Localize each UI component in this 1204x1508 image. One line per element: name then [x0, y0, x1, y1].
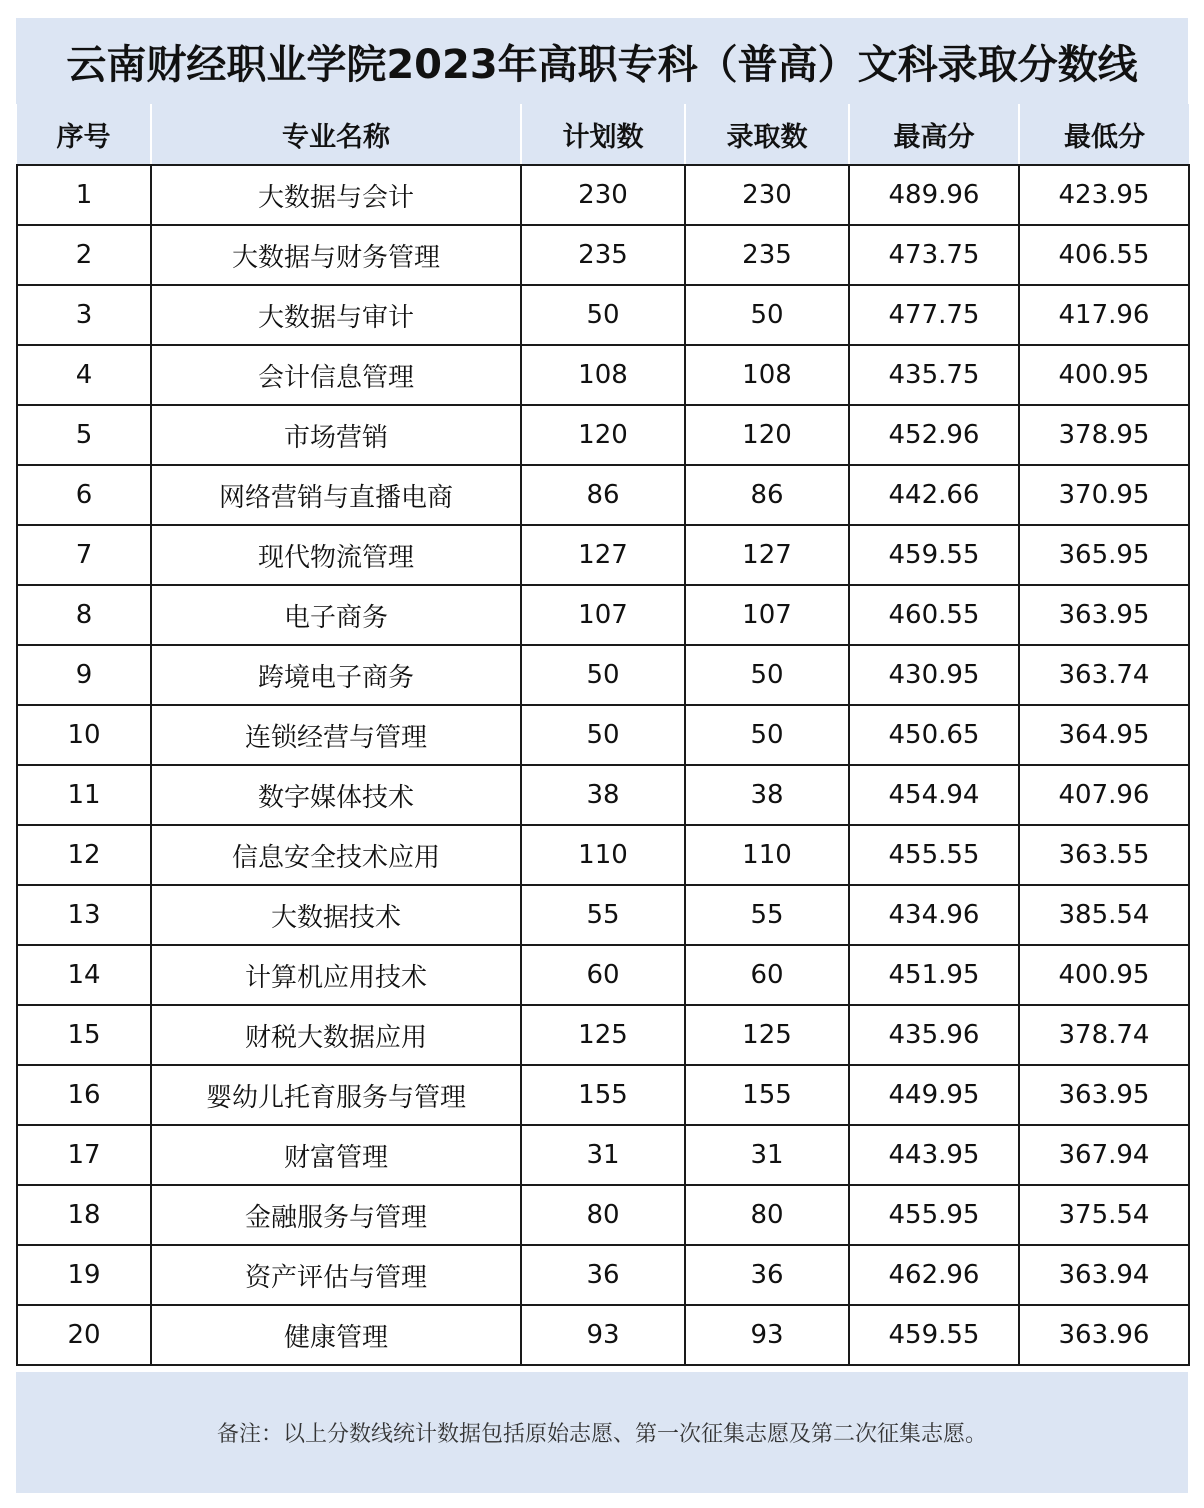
cell-lowest-score: 363.94: [1019, 1245, 1189, 1305]
cell-lowest-score: 407.96: [1019, 765, 1189, 825]
cell-admitted-count: 55: [685, 885, 849, 945]
cell-highest-score: 451.95: [849, 945, 1019, 1005]
cell-lowest-score: 370.95: [1019, 465, 1189, 525]
cell-planned-count: 38: [521, 765, 685, 825]
cell-highest-score: 452.96: [849, 405, 1019, 465]
cell-lowest-score: 423.95: [1019, 165, 1189, 225]
cell-index: 4: [17, 345, 151, 405]
cell-admitted-count: 50: [685, 705, 849, 765]
cell-highest-score: 435.96: [849, 1005, 1019, 1065]
cell-major-name: 大数据与财务管理: [151, 225, 521, 285]
cell-major-name: 健康管理: [151, 1305, 521, 1365]
cell-major-name: 数字媒体技术: [151, 765, 521, 825]
table-row: [17, 705, 1189, 765]
header-row: [17, 104, 1189, 165]
cell-index: 8: [17, 585, 151, 645]
table-row: [17, 405, 1189, 465]
cell-planned-count: 80: [521, 1185, 685, 1245]
cell-lowest-score: 406.55: [1019, 225, 1189, 285]
cell-admitted-count: 86: [685, 465, 849, 525]
cell-highest-score: 459.55: [849, 525, 1019, 585]
cell-planned-count: 120: [521, 405, 685, 465]
cell-admitted-count: 38: [685, 765, 849, 825]
table-row: [17, 945, 1189, 1005]
cell-index: 6: [17, 465, 151, 525]
cell-major-name: 信息安全技术应用: [151, 825, 521, 885]
cell-lowest-score: 364.95: [1019, 705, 1189, 765]
cell-lowest-score: 363.95: [1019, 585, 1189, 645]
header-lowest-score: 最低分: [1019, 104, 1189, 165]
table-row: [17, 765, 1189, 825]
footnote: 备注：以上分数线统计数据包括原始志愿、第一次征集志愿及第二次征集志愿。: [16, 1372, 1188, 1493]
admission-score-table: [16, 104, 1190, 1366]
cell-index: 3: [17, 285, 151, 345]
cell-admitted-count: 230: [685, 165, 849, 225]
cell-major-name: 财富管理: [151, 1125, 521, 1185]
cell-index: 9: [17, 645, 151, 705]
cell-lowest-score: 417.96: [1019, 285, 1189, 345]
cell-major-name: 大数据与审计: [151, 285, 521, 345]
cell-highest-score: 459.55: [849, 1305, 1019, 1365]
cell-major-name: 大数据技术: [151, 885, 521, 945]
cell-admitted-count: 120: [685, 405, 849, 465]
cell-major-name: 财税大数据应用: [151, 1005, 521, 1065]
header-major-name: 专业名称: [151, 104, 521, 165]
cell-highest-score: 455.95: [849, 1185, 1019, 1245]
table-row: [17, 465, 1189, 525]
cell-lowest-score: 363.74: [1019, 645, 1189, 705]
cell-planned-count: 50: [521, 645, 685, 705]
cell-index: 5: [17, 405, 151, 465]
cell-admitted-count: 127: [685, 525, 849, 585]
cell-major-name: 金融服务与管理: [151, 1185, 521, 1245]
cell-admitted-count: 125: [685, 1005, 849, 1065]
table-row: [17, 645, 1189, 705]
table-row: [17, 1065, 1189, 1125]
cell-planned-count: 93: [521, 1305, 685, 1365]
table-row: [17, 1185, 1189, 1245]
cell-admitted-count: 80: [685, 1185, 849, 1245]
table-row: [17, 525, 1189, 585]
cell-major-name: 市场营销: [151, 405, 521, 465]
cell-planned-count: 107: [521, 585, 685, 645]
score-sheet: [16, 18, 1188, 1493]
cell-planned-count: 155: [521, 1065, 685, 1125]
table-row: [17, 165, 1189, 225]
cell-admitted-count: 50: [685, 285, 849, 345]
cell-index: 20: [17, 1305, 151, 1365]
cell-planned-count: 230: [521, 165, 685, 225]
cell-index: 11: [17, 765, 151, 825]
cell-index: 19: [17, 1245, 151, 1305]
cell-major-name: 现代物流管理: [151, 525, 521, 585]
cell-major-name: 会计信息管理: [151, 345, 521, 405]
cell-index: 1: [17, 165, 151, 225]
header-index: 序号: [17, 104, 151, 165]
cell-index: 17: [17, 1125, 151, 1185]
cell-highest-score: 460.55: [849, 585, 1019, 645]
cell-index: 10: [17, 705, 151, 765]
cell-major-name: 资产评估与管理: [151, 1245, 521, 1305]
cell-major-name: 大数据与会计: [151, 165, 521, 225]
cell-planned-count: 108: [521, 345, 685, 405]
cell-highest-score: 477.75: [849, 285, 1019, 345]
cell-lowest-score: 378.95: [1019, 405, 1189, 465]
cell-major-name: 网络营销与直播电商: [151, 465, 521, 525]
cell-admitted-count: 60: [685, 945, 849, 1005]
cell-admitted-count: 50: [685, 645, 849, 705]
cell-lowest-score: 400.95: [1019, 945, 1189, 1005]
cell-lowest-score: 365.95: [1019, 525, 1189, 585]
cell-highest-score: 454.94: [849, 765, 1019, 825]
cell-index: 2: [17, 225, 151, 285]
cell-lowest-score: 375.54: [1019, 1185, 1189, 1245]
cell-major-name: 连锁经营与管理: [151, 705, 521, 765]
cell-highest-score: 434.96: [849, 885, 1019, 945]
cell-index: 7: [17, 525, 151, 585]
cell-highest-score: 435.75: [849, 345, 1019, 405]
cell-index: 12: [17, 825, 151, 885]
header-admitted-count: 录取数: [685, 104, 849, 165]
cell-index: 15: [17, 1005, 151, 1065]
cell-planned-count: 50: [521, 705, 685, 765]
cell-highest-score: 443.95: [849, 1125, 1019, 1185]
cell-planned-count: 55: [521, 885, 685, 945]
cell-admitted-count: 36: [685, 1245, 849, 1305]
cell-planned-count: 235: [521, 225, 685, 285]
cell-admitted-count: 93: [685, 1305, 849, 1365]
page-title: 云南财经职业学院2023年高职专科（普高）文科录取分数线: [16, 18, 1188, 104]
cell-lowest-score: 363.55: [1019, 825, 1189, 885]
cell-major-name: 跨境电子商务: [151, 645, 521, 705]
cell-index: 13: [17, 885, 151, 945]
table-body: [17, 165, 1189, 1365]
cell-admitted-count: 110: [685, 825, 849, 885]
table-row: [17, 225, 1189, 285]
header-planned-count: 计划数: [521, 104, 685, 165]
cell-highest-score: 430.95: [849, 645, 1019, 705]
table-row: [17, 1125, 1189, 1185]
table-row: [17, 585, 1189, 645]
table-row: [17, 1305, 1189, 1365]
cell-index: 14: [17, 945, 151, 1005]
cell-planned-count: 127: [521, 525, 685, 585]
table-row: [17, 885, 1189, 945]
cell-planned-count: 125: [521, 1005, 685, 1065]
cell-admitted-count: 235: [685, 225, 849, 285]
cell-highest-score: 473.75: [849, 225, 1019, 285]
cell-lowest-score: 363.96: [1019, 1305, 1189, 1365]
cell-lowest-score: 378.74: [1019, 1005, 1189, 1065]
cell-lowest-score: 400.95: [1019, 345, 1189, 405]
cell-planned-count: 31: [521, 1125, 685, 1185]
cell-lowest-score: 385.54: [1019, 885, 1189, 945]
cell-lowest-score: 363.95: [1019, 1065, 1189, 1125]
cell-planned-count: 50: [521, 285, 685, 345]
cell-major-name: 婴幼儿托育服务与管理: [151, 1065, 521, 1125]
cell-planned-count: 110: [521, 825, 685, 885]
cell-planned-count: 36: [521, 1245, 685, 1305]
cell-highest-score: 455.55: [849, 825, 1019, 885]
cell-planned-count: 86: [521, 465, 685, 525]
cell-planned-count: 60: [521, 945, 685, 1005]
cell-major-name: 计算机应用技术: [151, 945, 521, 1005]
cell-admitted-count: 107: [685, 585, 849, 645]
cell-highest-score: 442.66: [849, 465, 1019, 525]
cell-highest-score: 489.96: [849, 165, 1019, 225]
cell-highest-score: 462.96: [849, 1245, 1019, 1305]
header-highest-score: 最高分: [849, 104, 1019, 165]
table-row: [17, 1245, 1189, 1305]
cell-major-name: 电子商务: [151, 585, 521, 645]
table-row: [17, 285, 1189, 345]
cell-admitted-count: 155: [685, 1065, 849, 1125]
cell-lowest-score: 367.94: [1019, 1125, 1189, 1185]
cell-admitted-count: 31: [685, 1125, 849, 1185]
table-row: [17, 1005, 1189, 1065]
cell-highest-score: 449.95: [849, 1065, 1019, 1125]
cell-index: 16: [17, 1065, 151, 1125]
table-header: [17, 104, 1189, 165]
cell-index: 18: [17, 1185, 151, 1245]
table-row: [17, 825, 1189, 885]
cell-admitted-count: 108: [685, 345, 849, 405]
cell-highest-score: 450.65: [849, 705, 1019, 765]
table-row: [17, 345, 1189, 405]
